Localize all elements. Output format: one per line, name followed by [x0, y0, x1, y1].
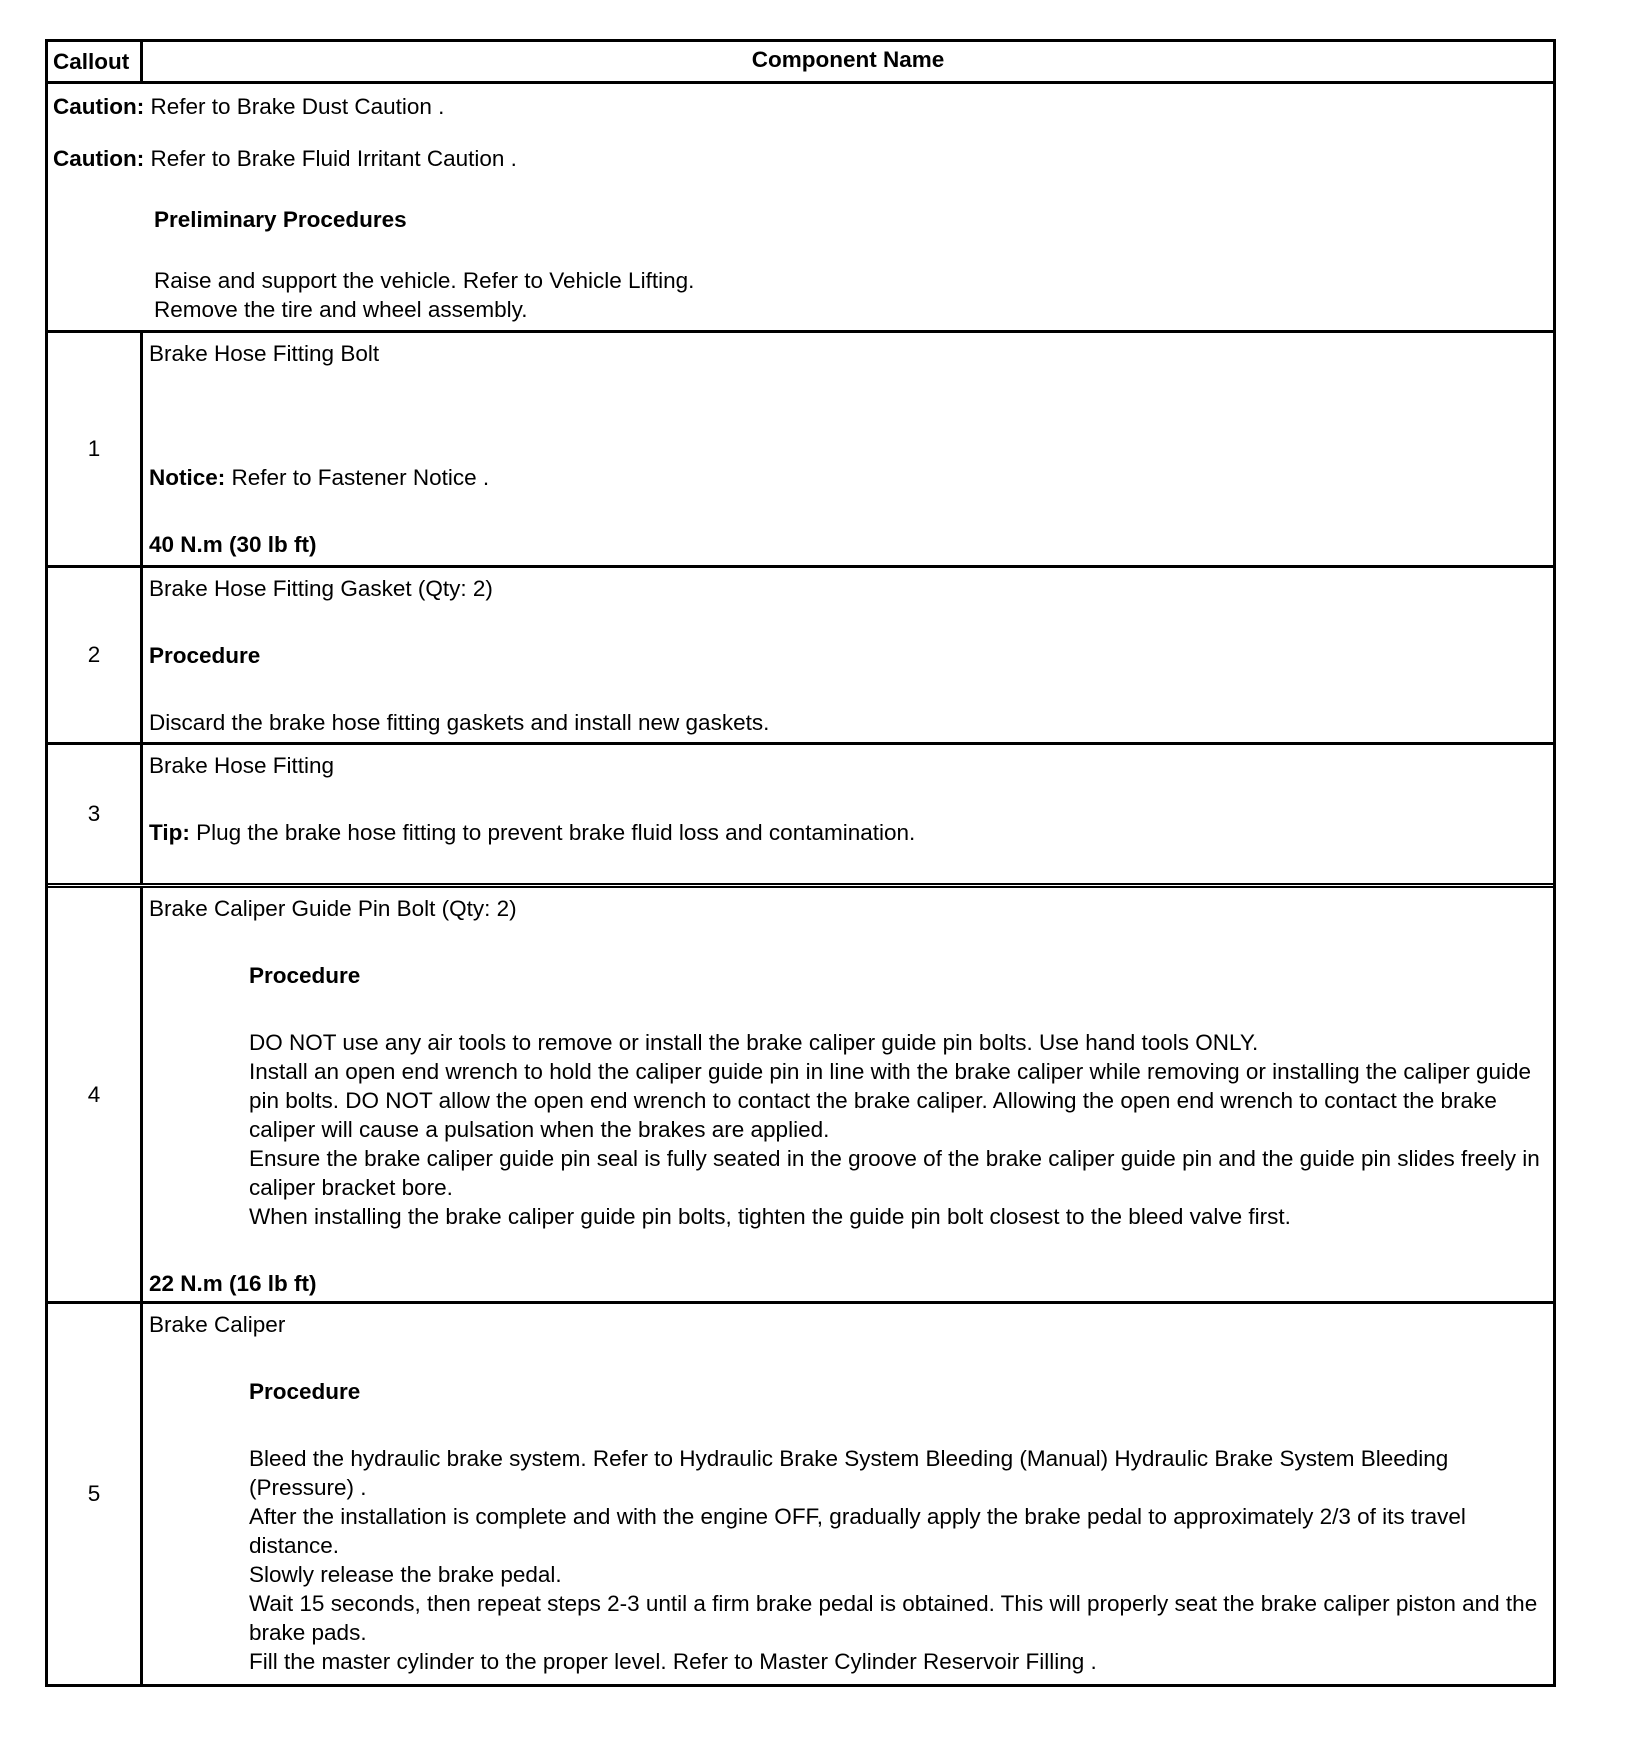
callout-number: 2 [48, 568, 143, 742]
torque-spec: 22 N.m (16 lb ft) [149, 1271, 317, 1296]
table-row [48, 330, 1553, 565]
procedure-title: Procedure [249, 1379, 361, 1404]
component-name: Brake Caliper Guide Pin Bolt (Qty: 2) [149, 896, 517, 921]
callout-number: 1 [48, 333, 143, 565]
procedure-step: When installing the brake caliper guide pin bolts, tighten the guide pin bolt closest to the bleed valve first. [249, 1204, 1291, 1229]
procedure-step: After the installation is complete and with the engine OFF, gradually apply the brake pedal to approximately 2/3 of its travel distance. [249, 1504, 1466, 1558]
procedure-step: Ensure the brake caliper guide pin seal is fully seated in the groove of the brake caliper guide pin and the guide pin slides freely in caliper bracket bore. [249, 1146, 1540, 1200]
prelim-step-text: Raise and support the vehicle. Refer to [154, 268, 543, 293]
procedure-table [45, 39, 1556, 1687]
vehicle-lifting-link[interactable]: Vehicle Lifting. [549, 268, 695, 293]
prelim-step-2: Remove the tire and wheel assembly. [154, 297, 528, 322]
component-name: Brake Hose Fitting Bolt [149, 341, 380, 366]
callout-number: 4 [48, 888, 143, 1301]
caution-brake-fluid [53, 144, 1545, 173]
preamble-row [48, 81, 1553, 330]
callout-number: 5 [48, 1304, 143, 1684]
procedure-step: Bleed the hydraulic brake system. Refer to Hydraulic Brake System Bleeding (Manual) Hydraulic Brake System Bleeding (Pressure) . [249, 1446, 1449, 1500]
table-row [48, 742, 1553, 883]
caution-brake-dust [53, 90, 1545, 121]
procedure-step: DO NOT use any air tools to remove or install the brake caliper guide pin bolts. Use hand tools ONLY. [249, 1030, 1259, 1055]
table-row [48, 1301, 1553, 1684]
notice-text: Refer to Fastener Notice . [225, 465, 490, 490]
procedure-text: Discard the brake hose fitting gaskets and install new gaskets. [149, 710, 770, 735]
header-callout: Callout [48, 42, 143, 81]
callout-number: 3 [48, 745, 143, 883]
component-name: Brake Hose Fitting Gasket (Qty: 2) [149, 576, 493, 601]
tip [149, 818, 1545, 847]
caution-label: Caution: [53, 146, 145, 171]
tip-text: Plug the brake hose fitting to prevent brake fluid loss and contamination. [189, 820, 916, 845]
caution-label: Caution: [53, 94, 145, 119]
preamble [48, 84, 1553, 330]
table-header [48, 42, 1553, 81]
prelim-step-1 [53, 266, 1545, 295]
procedure-title: Procedure [249, 963, 361, 988]
table-row [48, 883, 1553, 1301]
torque-spec: 40 N.m (30 lb ft) [149, 532, 317, 557]
procedure-step: Fill the master cylinder to the proper level. Refer to Master Cylinder Reservoir Filling . [249, 1649, 1097, 1674]
component-name: Brake Hose Fitting [149, 753, 335, 778]
table-row [48, 565, 1553, 742]
tip-label: Tip: [149, 820, 190, 845]
caution-text: Refer to Brake Fluid Irritant Caution . [144, 146, 517, 171]
procedure-title: Procedure [149, 643, 261, 668]
header-component-name: Component Name [751, 47, 945, 72]
caution-text: Refer to Brake Dust Caution . [144, 94, 445, 119]
procedure-step: Slowly release the brake pedal. [249, 1562, 562, 1587]
component-name: Brake Caliper [149, 1312, 286, 1337]
procedure-step: Install an open end wrench to hold the caliper guide pin in line with the brake caliper while removing or installing the caliper guide pin bolts. DO NOT allow the open end wrench to contact the brake caliper. Allowing the open end wrench to contact the brake caliper will cause a pulsation when the brakes are applied. [249, 1059, 1532, 1142]
notice [149, 463, 1545, 492]
procedure-step: Wait 15 seconds, then repeat steps 2-3 until a firm brake pedal is obtained. This will properly seat the brake caliper piston and the brake pads. [249, 1591, 1538, 1645]
preliminary-procedures-title: Preliminary Procedures [154, 207, 407, 232]
notice-label: Notice: [149, 465, 226, 490]
